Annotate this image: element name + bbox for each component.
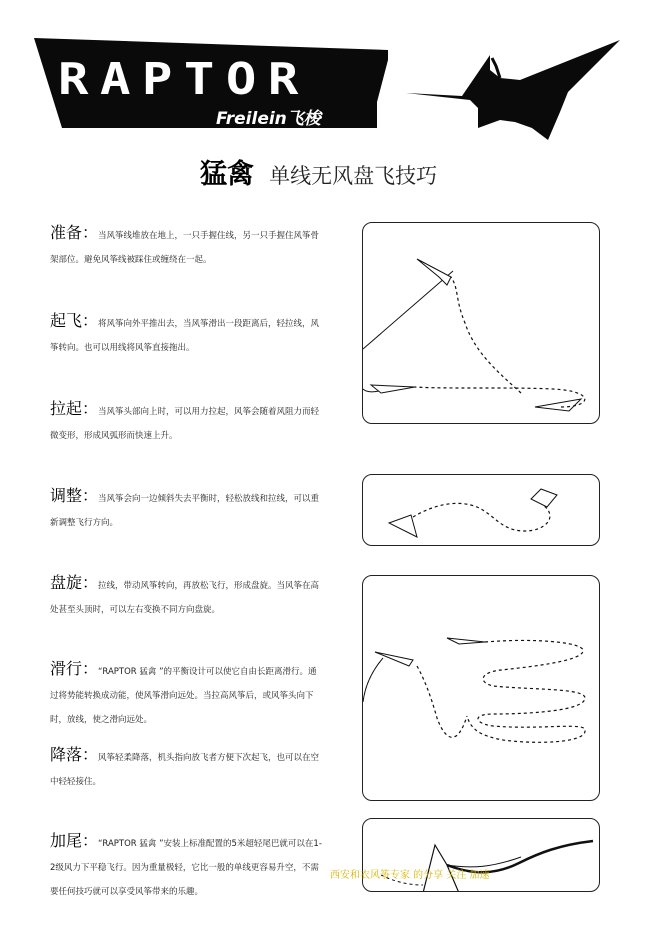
diagram-adjust (362, 474, 600, 546)
section-label: 盘旋： (50, 573, 99, 592)
adjust-diagram-svg (363, 475, 600, 546)
section-text: “RAPTOR 猛禽 ”安装上标准配置的5米超轻尾巴就可以在1-2级风力下平稳飞行。因为重量极轻，它比一般的单线更容易升空，不需要任何技巧就可以享受风筝带来的乐趣。 (50, 839, 322, 897)
section-text: 拉线，带动风筝转向，再放松飞行，形成盘旋。当风筝在高处甚至头顶时，可以左右变换不同方向盘旋。 (50, 581, 320, 615)
watermark-text: 西安和衣风筝专家 的分享 关注 加速 (330, 870, 490, 881)
section-landing (50, 742, 322, 793)
page-title (200, 152, 437, 191)
diagram-glide (362, 575, 600, 801)
title-sub: 单线无风盘飞技巧 (269, 164, 438, 188)
section-label: 调整： (50, 486, 99, 505)
section-text: 风筝轻柔降落，机头指向放飞者方便下次起飞，也可以在空中轻轻接住。 (50, 753, 320, 787)
section-label: 滑行： (50, 659, 99, 678)
section-text: “RAPTOR 猛禽 ”的平衡设计可以使它自由长距离滑行。通过将势能转换成动能，使风筝滑向远处。当拉高风筝后，或风筝头向下时，放线，使之滑向远处。 (50, 667, 317, 725)
section-adjust (50, 483, 322, 534)
section-prepare (50, 220, 322, 271)
section-circle (50, 570, 322, 621)
section-label: 加尾： (50, 831, 99, 850)
section-tail (50, 828, 322, 903)
section-pull-up (50, 396, 322, 447)
glide-diagram-svg (363, 576, 600, 801)
pterosaur-silhouette-icon (406, 40, 620, 140)
launch-diagram-svg (363, 223, 600, 424)
title-main: 猛禽 (200, 159, 254, 190)
tail-diagram-svg (363, 819, 600, 892)
raptor-wordmark: RAPTOR (58, 54, 310, 105)
section-text: 当风筝头部向上时，可以用力拉起，风筝会随着风阻力而轻微变形，形成风弧形而快速上升。 (50, 407, 320, 441)
section-label: 降落： (50, 745, 99, 764)
section-takeoff (50, 308, 322, 359)
section-text: 当风筝会向一边倾斜失去平衡时，轻松放线和拉线，可以重新调整飞行方向。 (50, 494, 320, 528)
diagram-launch (362, 222, 600, 424)
section-label: 准备： (50, 223, 99, 242)
section-glide (50, 656, 322, 731)
section-label: 拉起： (50, 399, 99, 418)
freilein-brand: Freilein飞梭 (216, 109, 321, 129)
section-text: 当风筝线堆放在地上，一只手握住线，另一只手握住风筝骨架部位。避免风筝线被踩住或缠绕在一起。 (50, 231, 320, 265)
section-text: 将风筝向外平推出去，当风筝滑出一段距离后，轻拉线，风筝转向。也可以用线将风筝直接拖出。 (50, 319, 320, 353)
section-label: 起飞： (50, 311, 99, 330)
